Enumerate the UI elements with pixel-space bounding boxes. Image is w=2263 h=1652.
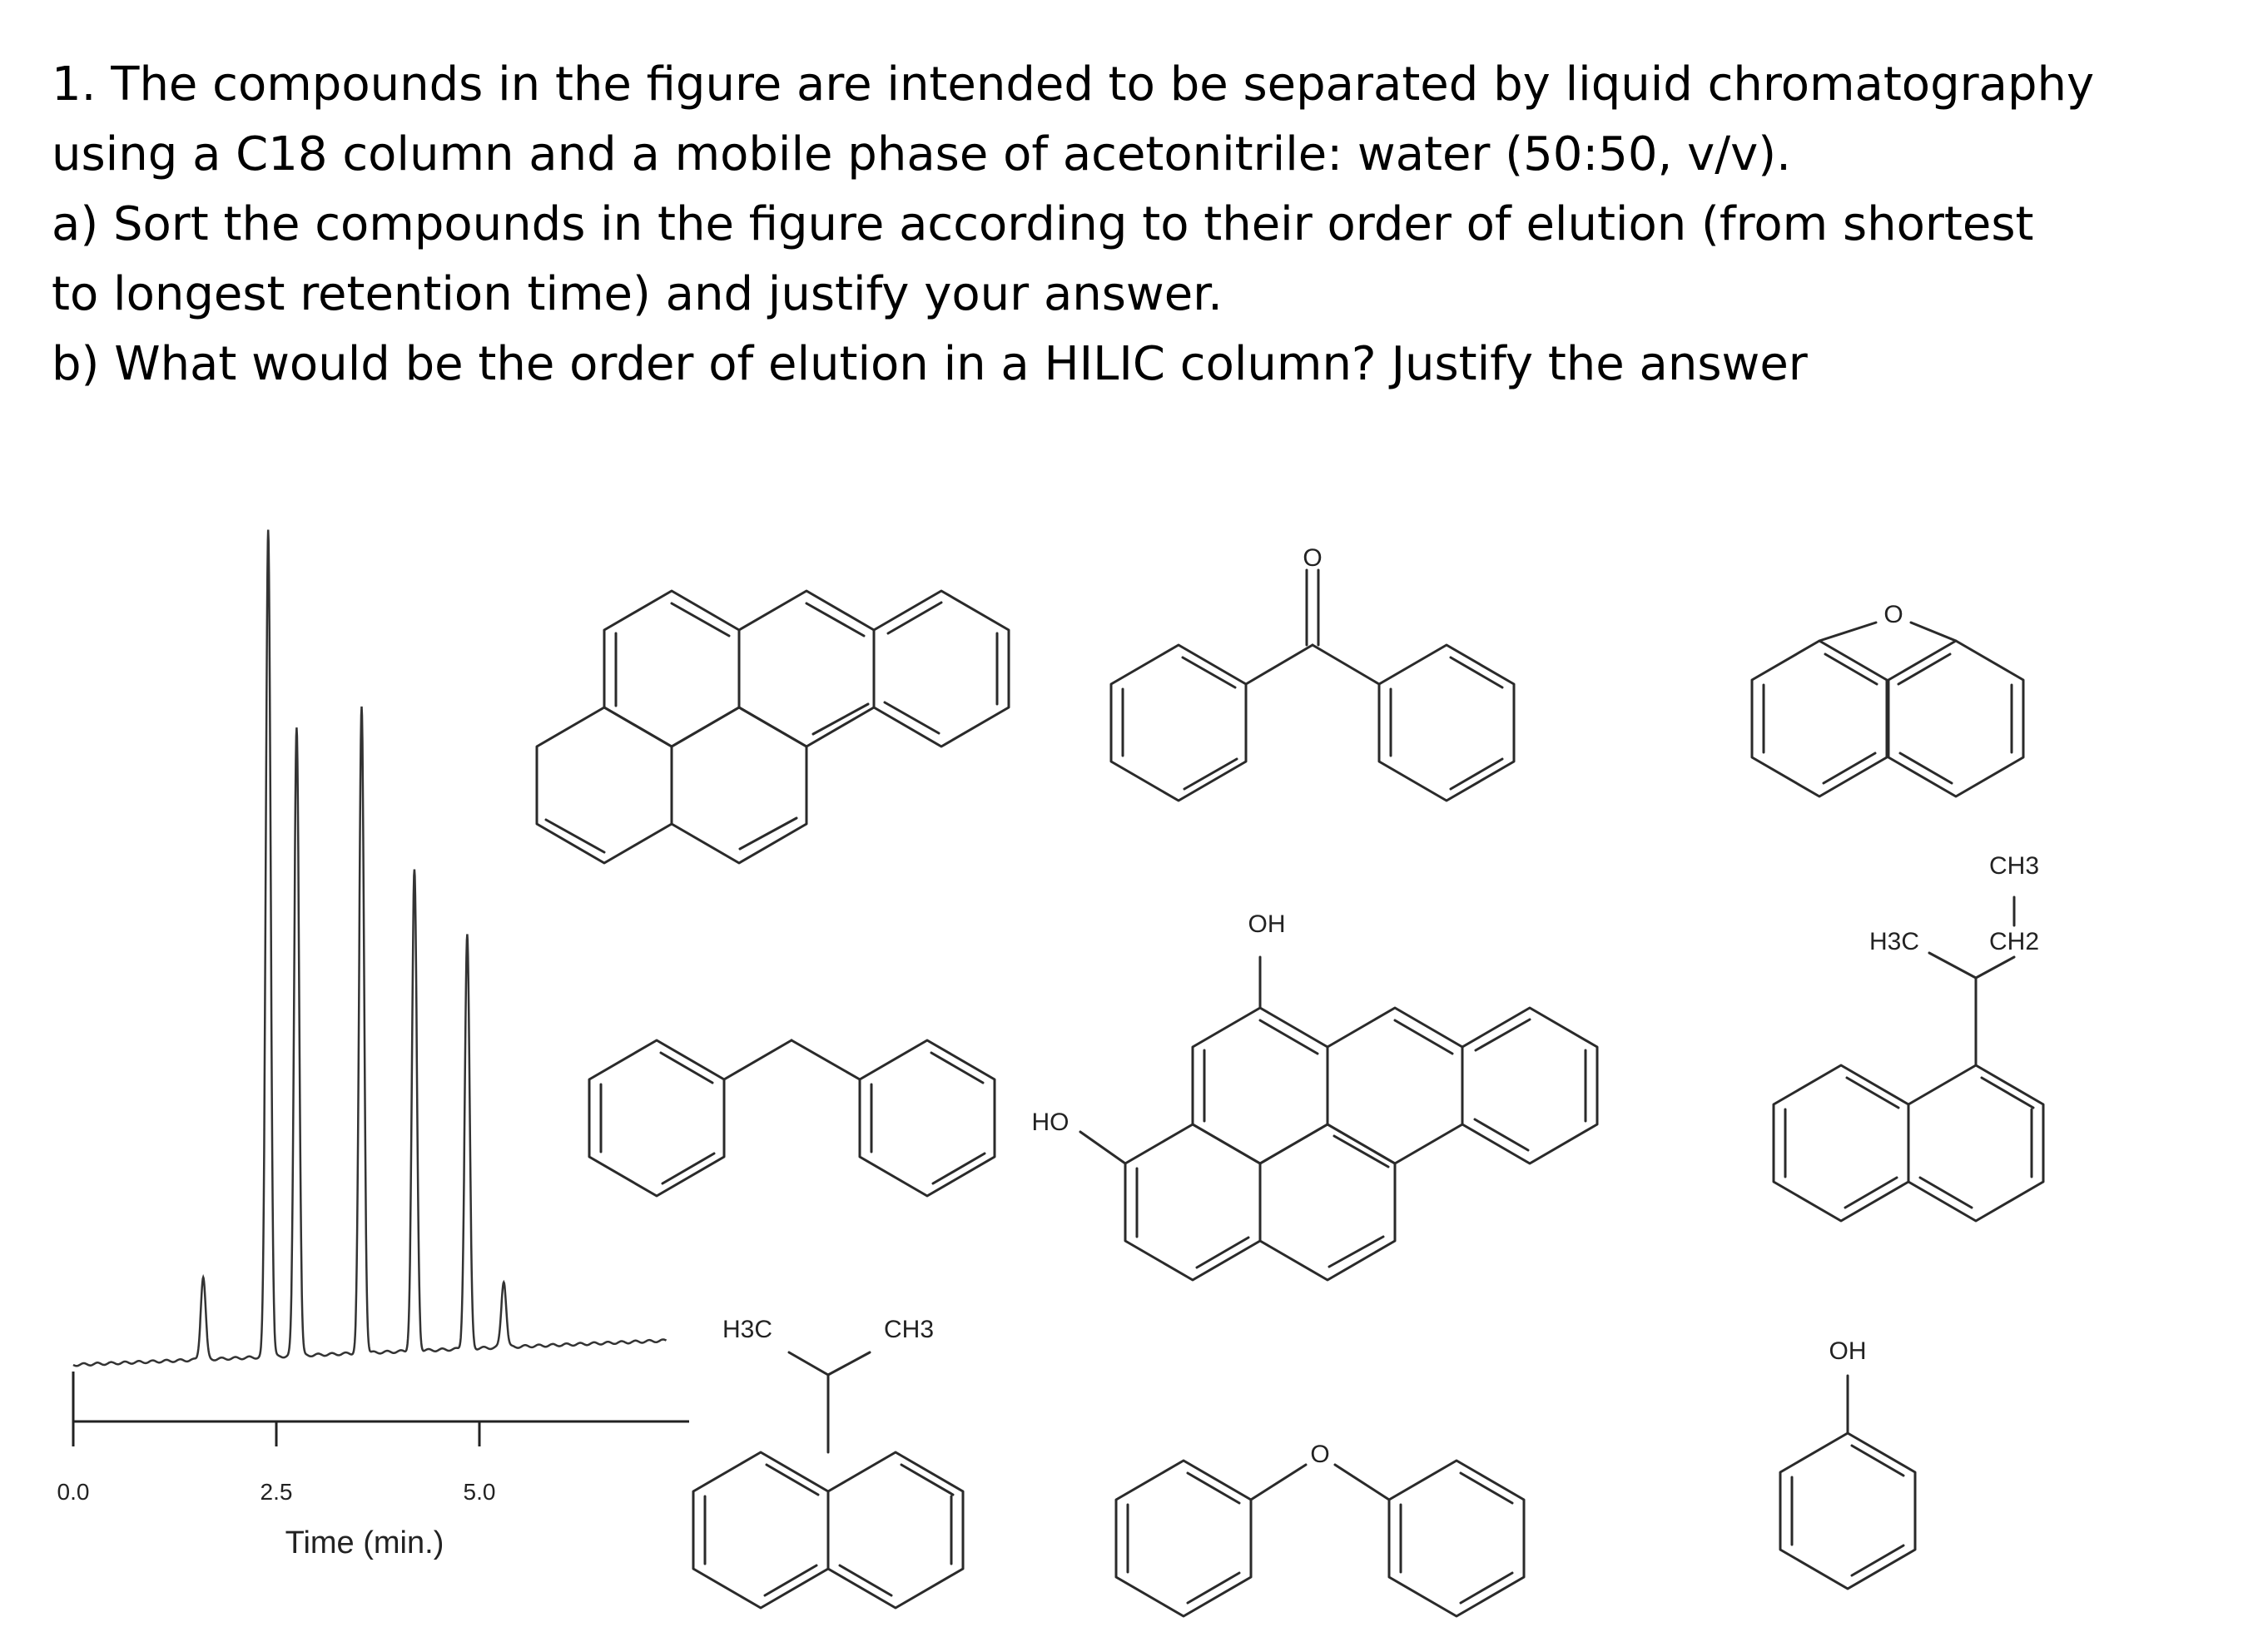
benzophenone-structure bbox=[1111, 570, 1514, 801]
oxygen-label: O bbox=[1310, 1441, 1330, 1468]
methyl-label: H3C bbox=[1868, 928, 1920, 955]
axis-tick-label: 5.0 bbox=[463, 1479, 496, 1505]
chromatogram-trace bbox=[73, 530, 667, 1367]
axis-tick-label: 2.5 bbox=[260, 1479, 293, 1505]
question-line: 1. The compounds in the figure are intended to be separated by liquid chromatography bbox=[52, 57, 2095, 112]
hydroxybenzopyrene-structure bbox=[1080, 957, 1597, 1280]
phenol-structure bbox=[1780, 1376, 1915, 1589]
methylene-label: CH2 bbox=[1988, 928, 2040, 955]
methyl-label: CH3 bbox=[1988, 852, 2040, 880]
dibenzofuran-structure bbox=[1752, 623, 2023, 796]
methyl-label: CH3 bbox=[883, 1316, 935, 1343]
question-line: to longest retention time) and justify your answer. bbox=[52, 267, 1223, 321]
diphenylmethane-structure bbox=[589, 1040, 995, 1196]
question-line: a) Sort the compounds in the figure according to their order of elution (from shortest bbox=[52, 197, 2034, 251]
hydroxyl-label: OH bbox=[1248, 910, 1286, 938]
benzopyrene-structure bbox=[537, 591, 1009, 863]
hydroxyl-label: OH bbox=[1829, 1337, 1867, 1365]
chromatogram bbox=[57, 530, 689, 1561]
question-line: using a C18 column and a mobile phase of acetonitrile: water (50:50, v/v). bbox=[52, 127, 1791, 181]
oxygen-label: O bbox=[1883, 601, 1903, 628]
axis-tick-label: 0.0 bbox=[57, 1479, 90, 1505]
oxygen-label: O bbox=[1303, 544, 1323, 572]
methyl-label: H3C bbox=[722, 1316, 773, 1343]
hydroxyl-label: HO bbox=[1031, 1109, 1069, 1136]
isopropylnaphthalene-structure bbox=[693, 1352, 963, 1608]
question-line: b) What would be the order of elution in a HILIC column? Justify the answer bbox=[52, 337, 1808, 391]
diphenylether-structure bbox=[1116, 1461, 1524, 1616]
axis-label: Time (min.) bbox=[285, 1525, 444, 1560]
